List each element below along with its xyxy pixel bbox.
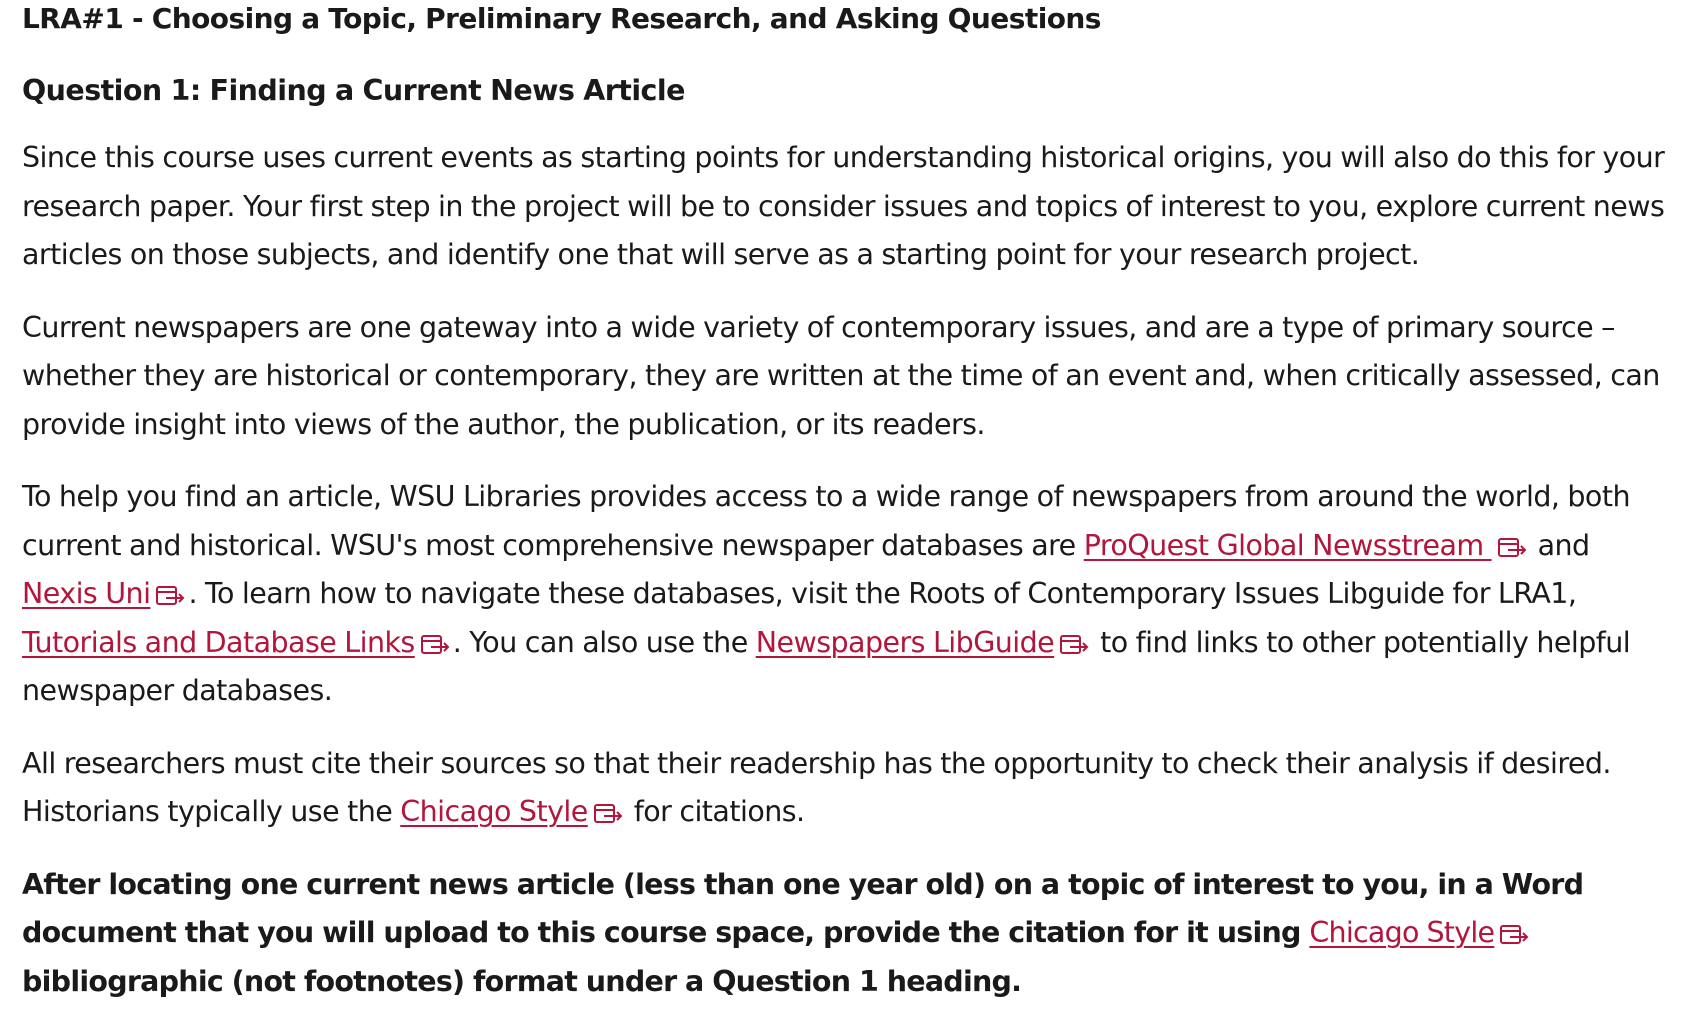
paragraph-text: All researchers must cite their sources so that their readership has the opportunity to check their analysis if desired. Historians typically use the [22, 746, 1611, 828]
question-heading: Question 1: Finding a Current News Article [22, 74, 685, 107]
external-link-icon [421, 633, 451, 655]
paragraph-text: To help you find an article, WSU Libraries provides access to a wide range of newspapers from around the world, both current and historical. WSU's most comprehensive newspaper databases are [22, 480, 1630, 562]
paragraph-text: . To learn how to navigate these databases, visit the Roots of Contemporary Issues Libguide for LRA1, [188, 577, 1577, 610]
chicago-style-link-instructions[interactable]: Chicago Style [1309, 916, 1495, 949]
external-link-icon [594, 802, 624, 824]
paragraph-text: After locating one current news article (less than one year old) on a topic of interest to you, in a Word document that you will upload to this course space, provide the citation for it using [22, 867, 1584, 949]
external-link-icon [156, 584, 186, 606]
paragraph-text: bibliographic (not footnotes) format under a Question 1 heading. [22, 964, 1022, 998]
proquest-global-newsstream-link[interactable]: ProQuest Global Newsstream [1083, 528, 1492, 562]
external-link-icon [1498, 536, 1528, 558]
chicago-style-link[interactable]: Chicago Style [400, 795, 588, 828]
paragraph-text: for citations. [625, 795, 805, 828]
paragraph-text: to find links to other potentially helpful newspaper databases. [22, 625, 1631, 707]
paragraph-instructions [22, 861, 1668, 1007]
nexis-uni-link[interactable]: Nexis Uni [22, 577, 151, 610]
paragraph-newspapers: Current newspapers are one gateway into a wide variety of contemporary issues, and are a type of primary source – whether they are historical or contemporary, they are written at the time of an event and, when critically assessed, can provide insight into views of the author, the publication, or its readers. [22, 310, 1660, 441]
paragraph-text: . You can also use the [452, 625, 756, 659]
paragraph-databases [22, 473, 1668, 716]
newspapers-libguide-link[interactable]: Newspapers LibGuide [755, 625, 1055, 659]
page-title: LRA#1 - Choosing a Topic, Preliminary Research, and Asking Questions [22, 2, 1101, 35]
paragraph-citations [22, 740, 1668, 837]
external-link-icon [1500, 923, 1530, 945]
paragraph-intro: Since this course uses current events as starting points for understanding historical origins, you will also do this for your research paper. Your first step in the project will be to consider issues and topics of interest to you, explore current news articles on those subjects, and identify one that will serve as a starting point for your research project. [22, 141, 1665, 271]
external-link-icon [1060, 633, 1090, 655]
tutorials-and-database-links-link[interactable]: Tutorials and Database Links [22, 625, 415, 659]
paragraph-text: and [1529, 528, 1590, 562]
